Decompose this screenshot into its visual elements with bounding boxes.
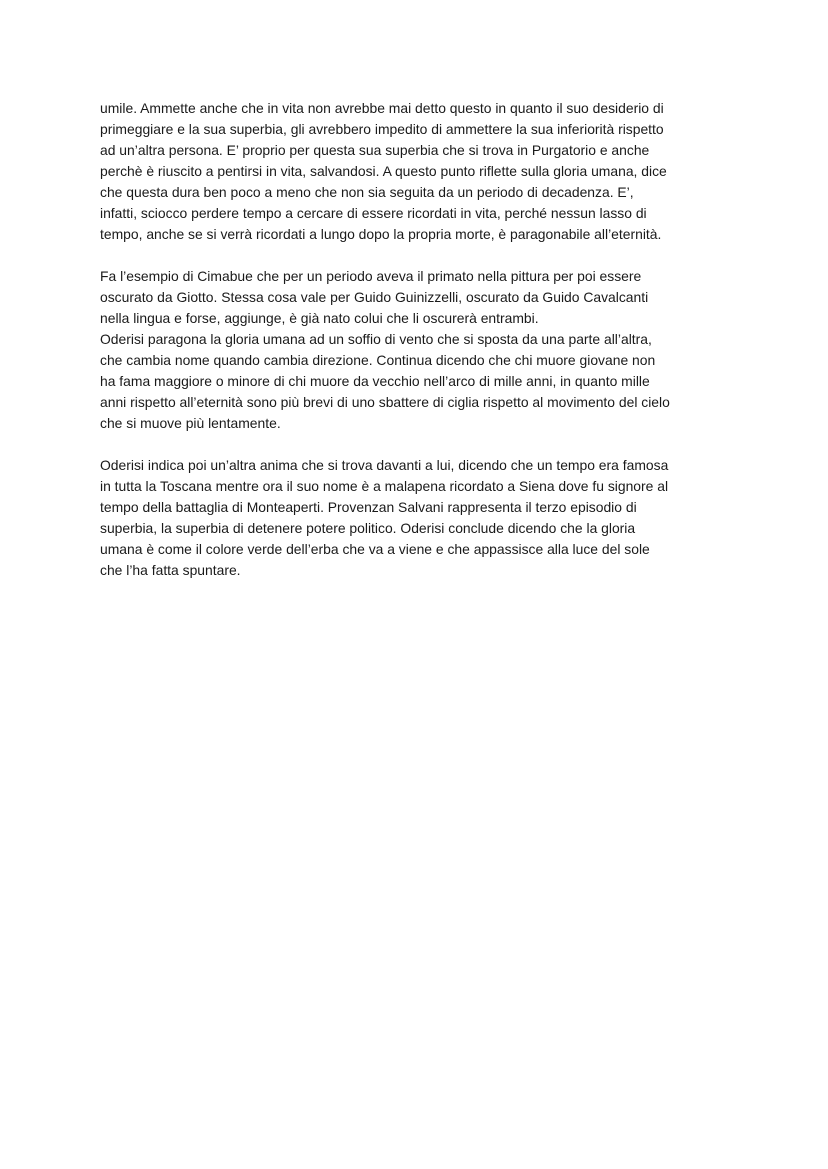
text-line: ha fama maggiore o minore di chi muore da vecchio nell’arco di mille anni, in quanto mille	[100, 373, 650, 389]
document-body	[100, 98, 728, 581]
text-line: che questa dura ben poco a meno che non sia seguita da un periodo di decadenza. E’,	[100, 184, 634, 200]
paragraph-3	[100, 329, 728, 434]
text-line: primeggiare e la sua superbia, gli avrebbero impedito di ammettere la sua inferiorità rispetto	[100, 121, 664, 137]
paragraph-1	[100, 98, 728, 245]
text-line: in tutta la Toscana mentre ora il suo nome è a malapena ricordato a Siena dove fu signore al	[100, 478, 669, 494]
text-line: che l’ha fatta spuntare.	[100, 562, 241, 578]
text-line: ad un’altra persona. E’ proprio per questa sua superbia che si trova in Purgatorio e anche	[100, 142, 650, 158]
text-line: Oderisi paragona la gloria umana ad un soffio di vento che si sposta da una parte all’altra,	[100, 331, 652, 347]
text-line: umile. Ammette anche che in vita non avrebbe mai detto questo in quanto il suo desiderio di	[100, 100, 664, 116]
paragraph-2	[100, 266, 728, 329]
text-line: Oderisi indica poi un’altra anima che si trova davanti a lui, dicendo che un tempo era famosa	[100, 457, 669, 473]
text-line: tempo, anche se si verrà ricordati a lungo dopo la propria morte, è paragonabile all’eternità.	[100, 226, 662, 242]
text-line: oscurato da Giotto. Stessa cosa vale per Guido Guinizzelli, oscurato da Guido Cavalcanti	[100, 289, 649, 305]
text-line: che cambia nome quando cambia direzione. Continua dicendo che chi muore giovane non	[100, 352, 656, 368]
text-line: anni rispetto all’eternità sono più brevi di uno sbattere di ciglia rispetto al movimento del cielo	[100, 394, 670, 410]
text-line: umana è come il colore verde dell’erba che va a viene e che appassisce alla luce del sole	[100, 541, 650, 557]
text-line: perchè è riuscito a pentirsi in vita, salvandosi. A questo punto riflette sulla gloria umana, dice	[100, 163, 667, 179]
text-line: superbia, la superbia di detenere potere politico. Oderisi conclude dicendo che la gloria	[100, 520, 636, 536]
text-line: che si muove più lentamente.	[100, 415, 281, 431]
text-line: Fa l’esempio di Cimabue che per un periodo aveva il primato nella pittura per poi essere	[100, 268, 642, 284]
text-line: tempo della battaglia di Monteaperti. Provenzan Salvani rappresenta il terzo episodio di	[100, 499, 637, 515]
paragraph-4	[100, 455, 728, 581]
text-line: nella lingua e forse, aggiunge, è già nato colui che li oscurerà entrambi.	[100, 310, 539, 326]
text-line: infatti, sciocco perdere tempo a cercare di essere ricordati in vita, perché nessun lasso di	[100, 205, 647, 221]
